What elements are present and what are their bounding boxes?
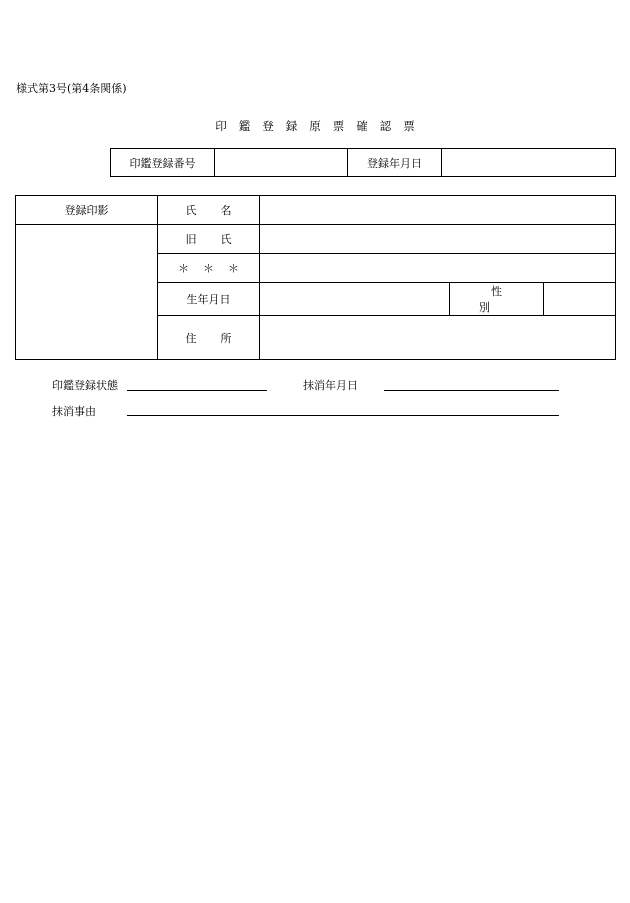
- seal-impression-label: 登録印影: [16, 196, 158, 225]
- reg-number-label: 印鑑登録番号: [111, 149, 215, 177]
- former-name-label: 旧氏: [158, 225, 260, 254]
- seal-status-line[interactable]: [127, 390, 267, 391]
- name-field[interactable]: [260, 196, 616, 225]
- masked-label: ＊＊＊: [158, 254, 260, 283]
- former-name-field[interactable]: [260, 225, 616, 254]
- seal-status-label: 印鑑登録状態: [52, 379, 118, 392]
- birthdate-label: 生年月日: [158, 283, 260, 316]
- form-number-label: 様式第3号(第4条関係): [16, 82, 127, 95]
- reg-date-label: 登録年月日: [348, 149, 442, 177]
- cancel-reason-line[interactable]: [127, 415, 559, 416]
- cancel-date-line[interactable]: [384, 390, 559, 391]
- cancel-reason-label: 抹消事由: [52, 405, 96, 418]
- reg-number-field[interactable]: [215, 149, 348, 177]
- seal-impression-box: [16, 225, 158, 360]
- registrant-table: [15, 195, 616, 360]
- reg-date-field[interactable]: [442, 149, 616, 177]
- document-title: 印鑑登録原票確認票: [215, 119, 427, 133]
- registration-info-table: [110, 148, 616, 177]
- birthdate-field[interactable]: [260, 283, 450, 316]
- gender-label: 性別: [450, 283, 544, 316]
- address-field[interactable]: [260, 316, 616, 360]
- name-label: 氏名: [158, 196, 260, 225]
- gender-field[interactable]: [544, 283, 616, 316]
- masked-field[interactable]: [260, 254, 616, 283]
- cancel-date-label: 抹消年月日: [303, 379, 358, 392]
- address-label: 住所: [158, 316, 260, 360]
